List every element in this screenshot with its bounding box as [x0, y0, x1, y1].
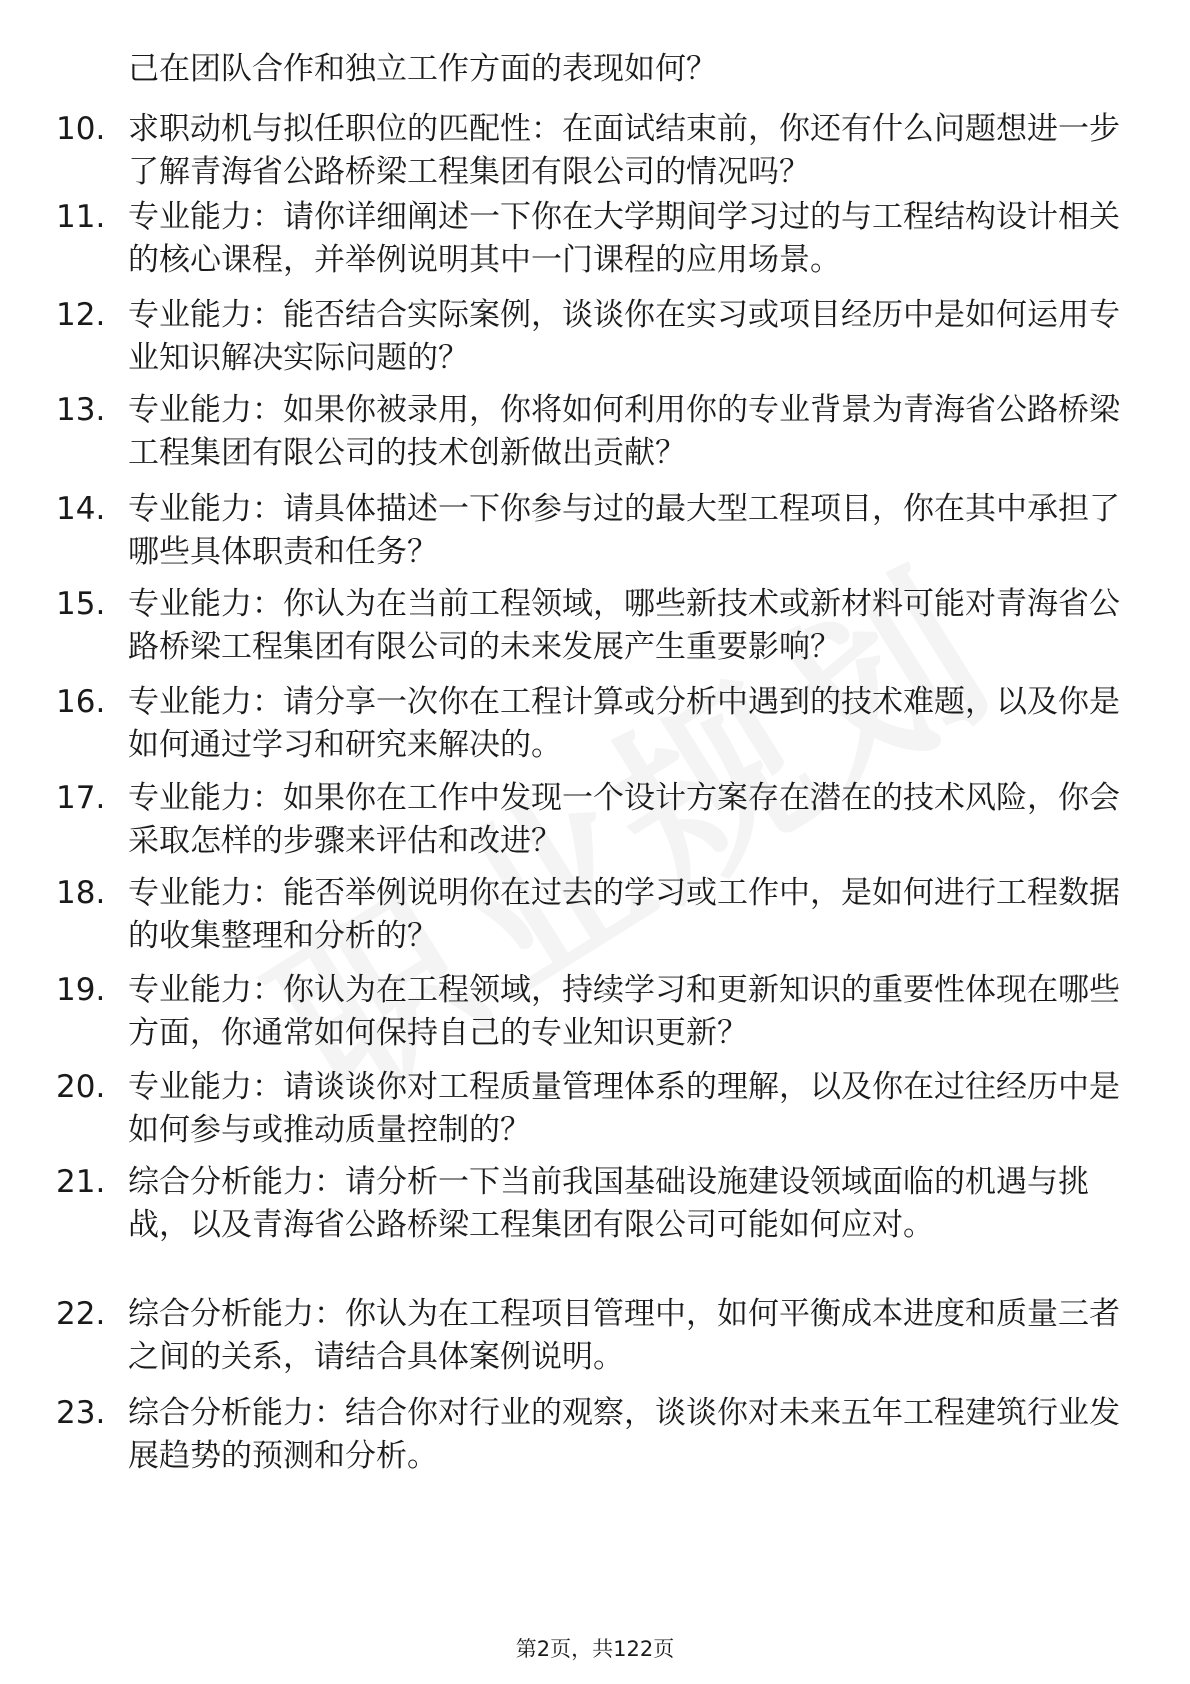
question-number: 20. [56, 1069, 106, 1105]
question-number: 15. [56, 586, 106, 622]
question-text: 专业能力：你认为在工程领域，持续学习和更新知识的重要性体现在哪些方面，你通常如何保持自己的专业知识更新？ [128, 972, 1120, 1051]
question-item [56, 1392, 1136, 1478]
question-number: 11. [56, 199, 106, 235]
question-number: 18. [56, 875, 106, 911]
question-number: 10. [56, 111, 106, 147]
question-text: 专业能力：能否举例说明你在过去的学习或工作中，是如何进行工程数据的收集整理和分析的？ [128, 875, 1120, 954]
question-text: 专业能力：如果你被录用，你将如何利用你的专业背景为青海省公路桥梁工程集团有限公司的技术创新做出贡献？ [128, 392, 1120, 471]
question-text: 专业能力：你认为在当前工程领域，哪些新技术或新材料可能对青海省公路桥梁工程集团有限公司的未来发展产生重要影响？ [128, 586, 1120, 665]
question-item [56, 872, 1136, 958]
question-item [56, 1066, 1136, 1152]
question-item [56, 681, 1136, 767]
question-number: 22. [56, 1296, 106, 1332]
question-number: 19. [56, 972, 106, 1008]
question-number: 16. [56, 684, 106, 720]
question-text: 专业能力：请分享一次你在工程计算或分析中遇到的技术难题，以及你是如何通过学习和研究来解决的。 [128, 684, 1120, 763]
question-text: 专业能力：请你详细阐述一下你在大学期间学习过的与工程结构设计相关的核心课程，并举例说明其中一门课程的应用场景。 [128, 199, 1120, 278]
question-item [56, 777, 1136, 863]
question-item [56, 196, 1136, 282]
question-item [56, 108, 1136, 194]
continuation-text: 己在团队合作和独立工作方面的表现如何？ [128, 51, 717, 87]
question-text: 综合分析能力：请分析一下当前我国基础设施建设领域面临的机遇与挑战，以及青海省公路桥梁工程集团有限公司可能如何应对。 [128, 1164, 1089, 1243]
question-number: 17. [56, 780, 106, 816]
question-number: 12. [56, 297, 106, 333]
question-text: 综合分析能力：你认为在工程项目管理中，如何平衡成本进度和质量三者之间的关系，请结合具体案例说明。 [128, 1296, 1120, 1375]
question-item [56, 488, 1136, 574]
question-item [56, 389, 1136, 475]
question-number: 23. [56, 1395, 106, 1431]
question-number: 14. [56, 491, 106, 527]
question-item [56, 1293, 1136, 1379]
question-text: 专业能力：能否结合实际案例，谈谈你在实习或项目经历中是如何运用专业知识解决实际问题的？ [128, 297, 1120, 376]
question-text: 求职动机与拟任职位的匹配性：在面试结束前，你还有什么问题想进一步了解青海省公路桥梁工程集团有限公司的情况吗？ [128, 111, 1120, 190]
question-number: 13. [56, 392, 106, 428]
question-item [56, 1161, 1136, 1247]
question-number: 21. [56, 1164, 106, 1200]
question-item [56, 969, 1136, 1055]
question-item [56, 294, 1136, 380]
question-text: 专业能力：请谈谈你对工程质量管理体系的理解，以及你在过往经历中是如何参与或推动质量控制的？ [128, 1069, 1120, 1148]
question-item [56, 583, 1136, 669]
question-text: 综合分析能力：结合你对行业的观察，谈谈你对未来五年工程建筑行业发展趋势的预测和分析。 [128, 1395, 1120, 1474]
page-footer: 第2页，共122页 [515, 1637, 675, 1661]
question-text: 专业能力：如果你在工作中发现一个设计方案存在潜在的技术风险，你会采取怎样的步骤来评估和改进？ [128, 780, 1120, 859]
question-text: 专业能力：请具体描述一下你参与过的最大型工程项目，你在其中承担了哪些具体职责和任务？ [128, 491, 1120, 570]
